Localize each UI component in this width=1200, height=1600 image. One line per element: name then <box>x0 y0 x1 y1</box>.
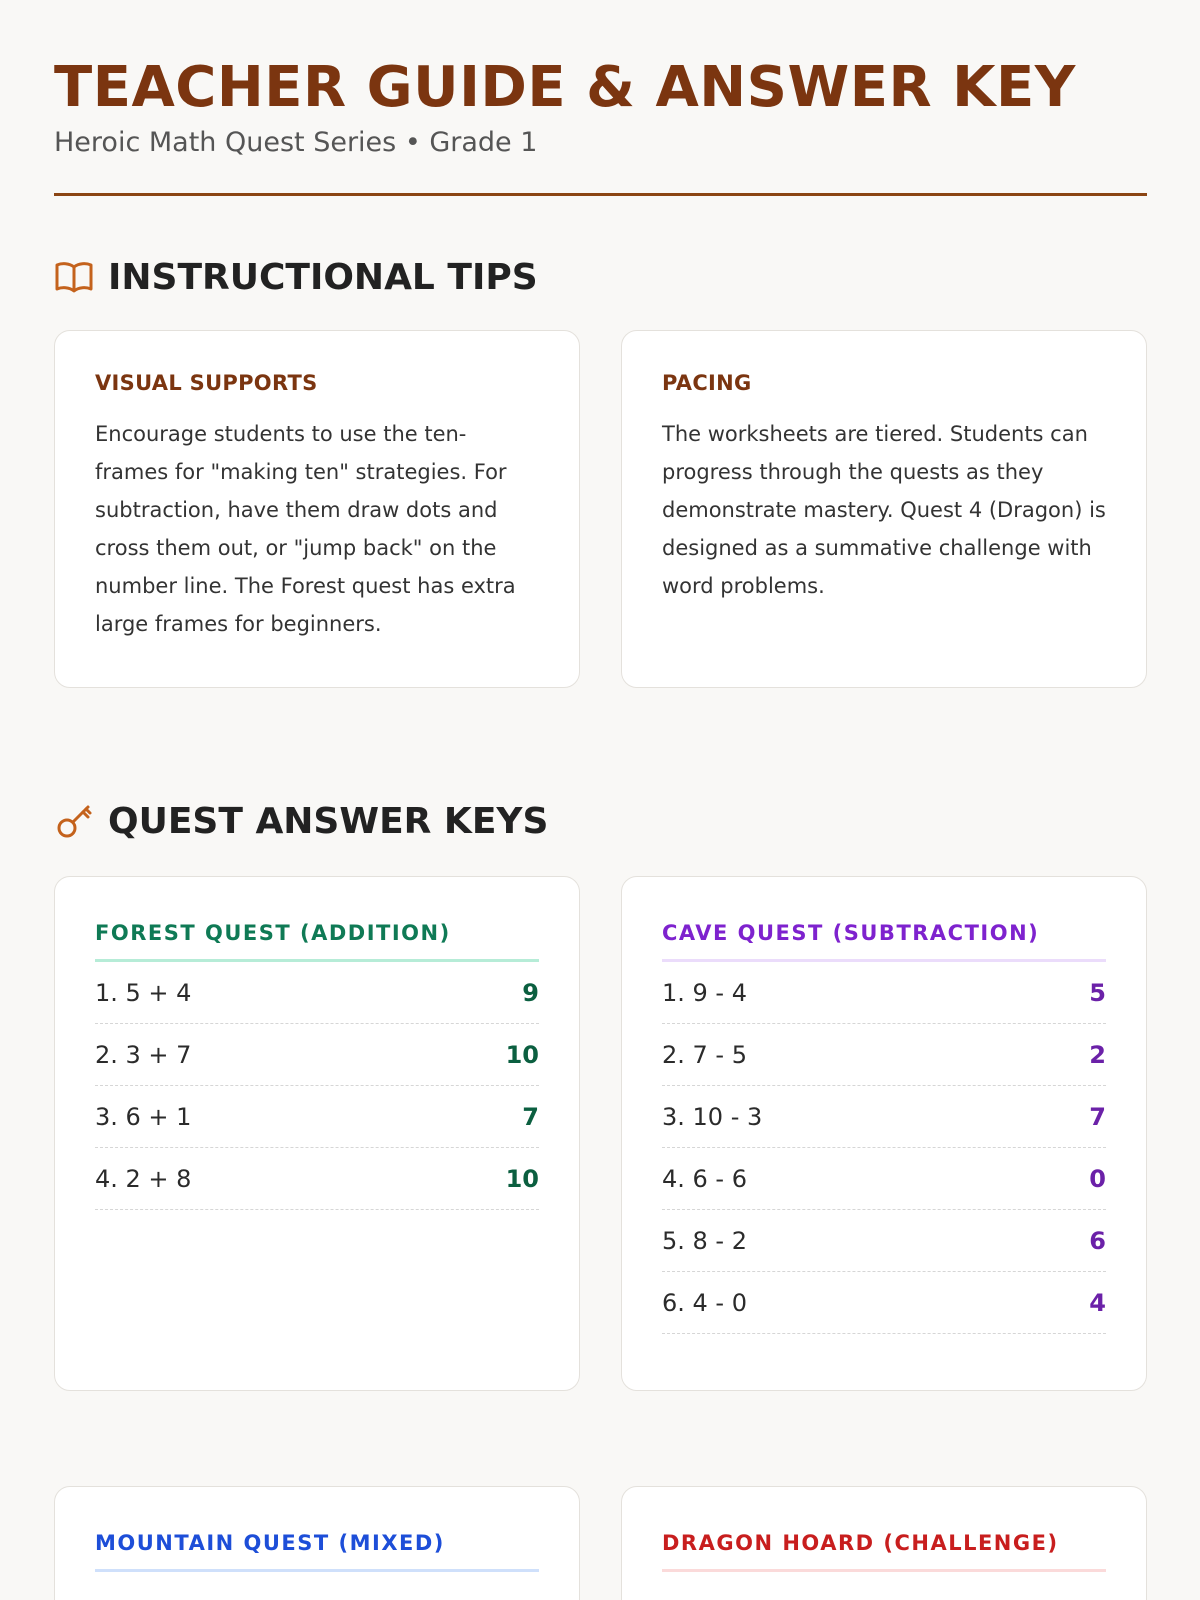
problem: 2. 3 + 7 <box>95 1040 192 1069</box>
forest-quest-card <box>54 876 580 1391</box>
tips-section-title: INSTRUCTIONAL TIPS <box>108 256 538 298</box>
answer-row <box>662 1148 1106 1210</box>
answer: 5 <box>1089 978 1106 1007</box>
tip-card-body: The worksheets are tiered. Students can progress through the quests as they demonstrate mastery. Quest 4 (Dragon) is designed as a summative challenge with word problems. <box>662 422 1106 598</box>
problem: 1. 9 - 4 <box>662 978 747 1007</box>
problem: 4. 6 - 6 <box>662 1164 747 1193</box>
answer-row <box>95 1086 539 1148</box>
mountain-quest-title: MOUNTAIN QUEST (MIXED) <box>95 1531 539 1572</box>
answer: 0 <box>1089 1164 1106 1193</box>
page-title: TEACHER GUIDE & ANSWER KEY <box>54 55 1076 120</box>
open-book-icon <box>54 257 94 297</box>
answer-row <box>662 1210 1106 1272</box>
tip-card-title: VISUAL SUPPORTS <box>95 371 318 395</box>
answer-row <box>662 1272 1106 1334</box>
answer: 10 <box>505 1040 539 1069</box>
problem: 1. 5 + 4 <box>95 978 192 1007</box>
forest-quest-title: FOREST QUEST (ADDITION) <box>95 921 539 962</box>
tip-card-visual-supports <box>54 330 580 688</box>
answer: 2 <box>1089 1040 1106 1069</box>
key-icon <box>54 801 94 841</box>
tip-card-pacing <box>621 330 1147 688</box>
answer: 10 <box>505 1164 539 1193</box>
mountain-quest-card <box>54 1486 580 1600</box>
answer-row <box>662 1086 1106 1148</box>
problem: 3. 10 - 3 <box>662 1102 763 1131</box>
keys-section-title: QUEST ANSWER KEYS <box>108 800 549 842</box>
cave-quest-card <box>621 876 1147 1391</box>
problem: 3. 6 + 1 <box>95 1102 192 1131</box>
answer: 6 <box>1089 1226 1106 1255</box>
dragon-hoard-title: DRAGON HOARD (CHALLENGE) <box>662 1531 1106 1572</box>
dragon-hoard-card <box>621 1486 1147 1600</box>
problem: 2. 7 - 5 <box>662 1040 747 1069</box>
page-subtitle: Heroic Math Quest Series • Grade 1 <box>54 127 538 158</box>
answer: 7 <box>1089 1102 1106 1131</box>
problem: 6. 4 - 0 <box>662 1288 747 1317</box>
answer: 9 <box>522 978 539 1007</box>
tips-section-heading <box>54 252 538 302</box>
cave-quest-title: CAVE QUEST (SUBTRACTION) <box>662 921 1106 962</box>
keys-section-heading <box>54 796 548 846</box>
tip-card-body: Encourage students to use the ten-frames for "making ten" strategies. For subtraction, have them draw dots and cross them out, or "jump back" on the number line. The Forest quest has extra large frames for beginners. <box>95 422 516 636</box>
answer-row <box>662 962 1106 1024</box>
answer-row <box>95 1024 539 1086</box>
problem: 5. 8 - 2 <box>662 1226 747 1255</box>
answer-row <box>95 962 539 1024</box>
header-divider <box>54 193 1147 196</box>
answer: 7 <box>522 1102 539 1131</box>
answer-row <box>95 1148 539 1210</box>
answer: 4 <box>1089 1288 1106 1317</box>
tip-card-title: PACING <box>662 371 752 395</box>
problem: 4. 2 + 8 <box>95 1164 192 1193</box>
answer-row <box>662 1024 1106 1086</box>
